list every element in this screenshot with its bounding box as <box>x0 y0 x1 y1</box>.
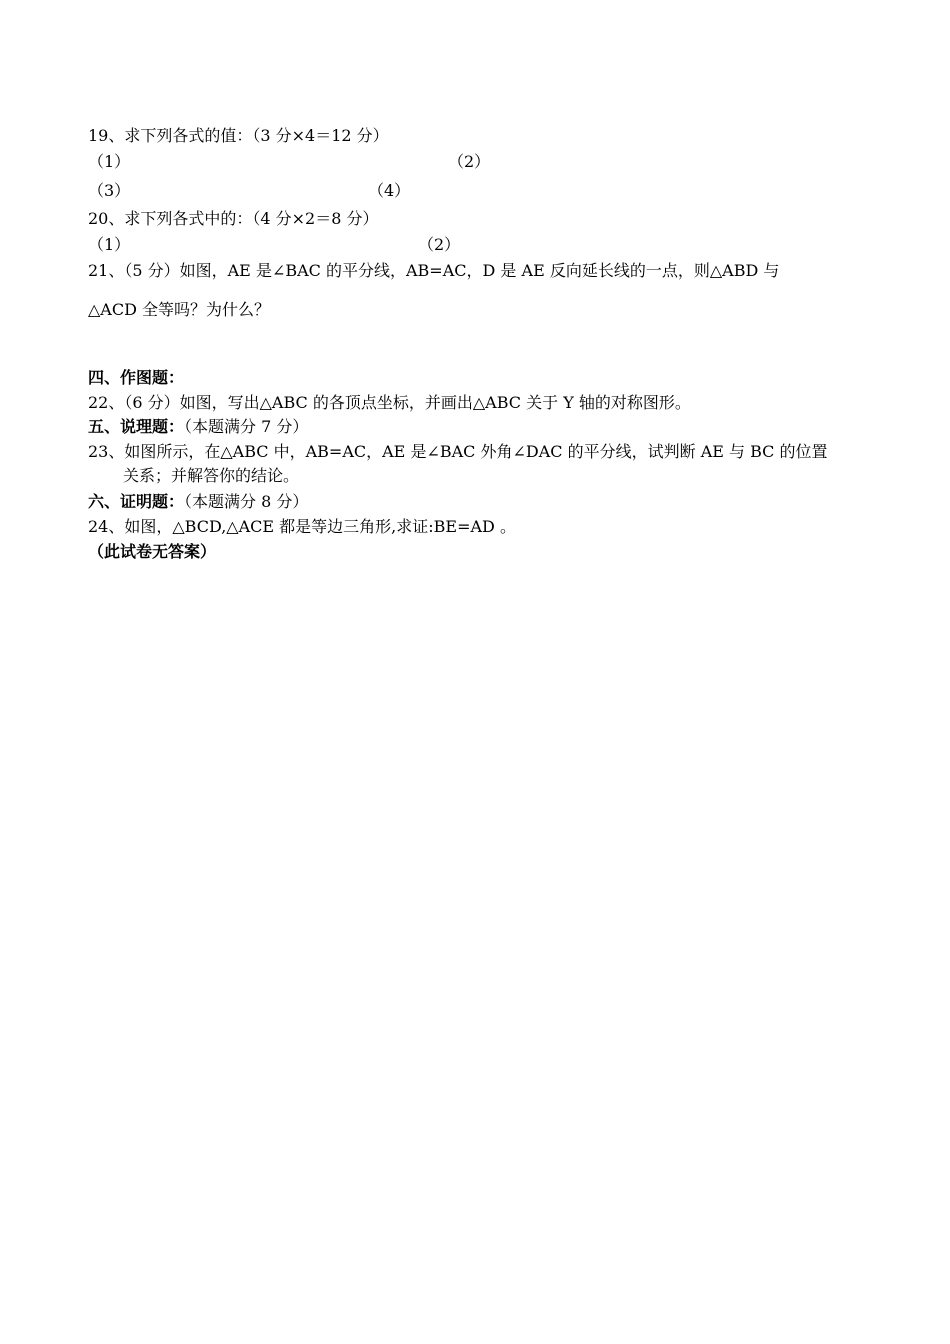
section-5-heading: 五、说理题： <box>88 417 185 436</box>
q22-text: 22、（6 分）如图，写出△ABC 的各顶点坐标，并画出△ABC 关于 Y 轴的对称图形。 <box>88 393 691 412</box>
q21-line-2: △ACD 全等吗？为什么？ <box>88 300 271 319</box>
no-answer-note: （此试卷无答案） <box>88 542 217 561</box>
q23-line-1: 23、如图所示，在△ABC 中，AB=AC，AE 是∠BAC 外角∠DAC 的平分线，试判断 AE 与 BC 的位置 <box>88 442 828 461</box>
q20-item-2: （2） <box>418 235 461 254</box>
q21-line-1: 21、（5 分）如图，AE 是∠BAC 的平分线，AB=AC，D 是 AE 反向延长线的一点，则△ABD 与 <box>88 261 780 280</box>
q19-title: 19、求下列各式的值：（3 分×4＝12 分） <box>88 126 389 145</box>
section-6-heading: 六、证明题： <box>88 492 185 511</box>
q20-item-1: （1） <box>88 235 131 254</box>
q20-title: 20、求下列各式中的：（4 分×2＝8 分） <box>88 209 379 228</box>
q19-item-4: （4） <box>368 181 411 200</box>
q19-item-1: （1） <box>88 152 131 171</box>
section-6-note: （本题满分 8 分） <box>184 492 309 511</box>
section-5-note: （本题满分 7 分） <box>184 417 309 436</box>
section-4-heading: 四、作图题： <box>88 368 185 387</box>
q24-text: 24、如图，△BCD,△ACE 都是等边三角形,求证:BE=AD 。 <box>88 517 516 536</box>
q19-item-2: （2） <box>448 152 491 171</box>
section-5-line <box>88 417 308 437</box>
section-6-line <box>88 492 308 512</box>
q23-line-2: 关系；并解答你的结论。 <box>123 466 300 485</box>
q19-item-3: （3） <box>88 181 131 200</box>
